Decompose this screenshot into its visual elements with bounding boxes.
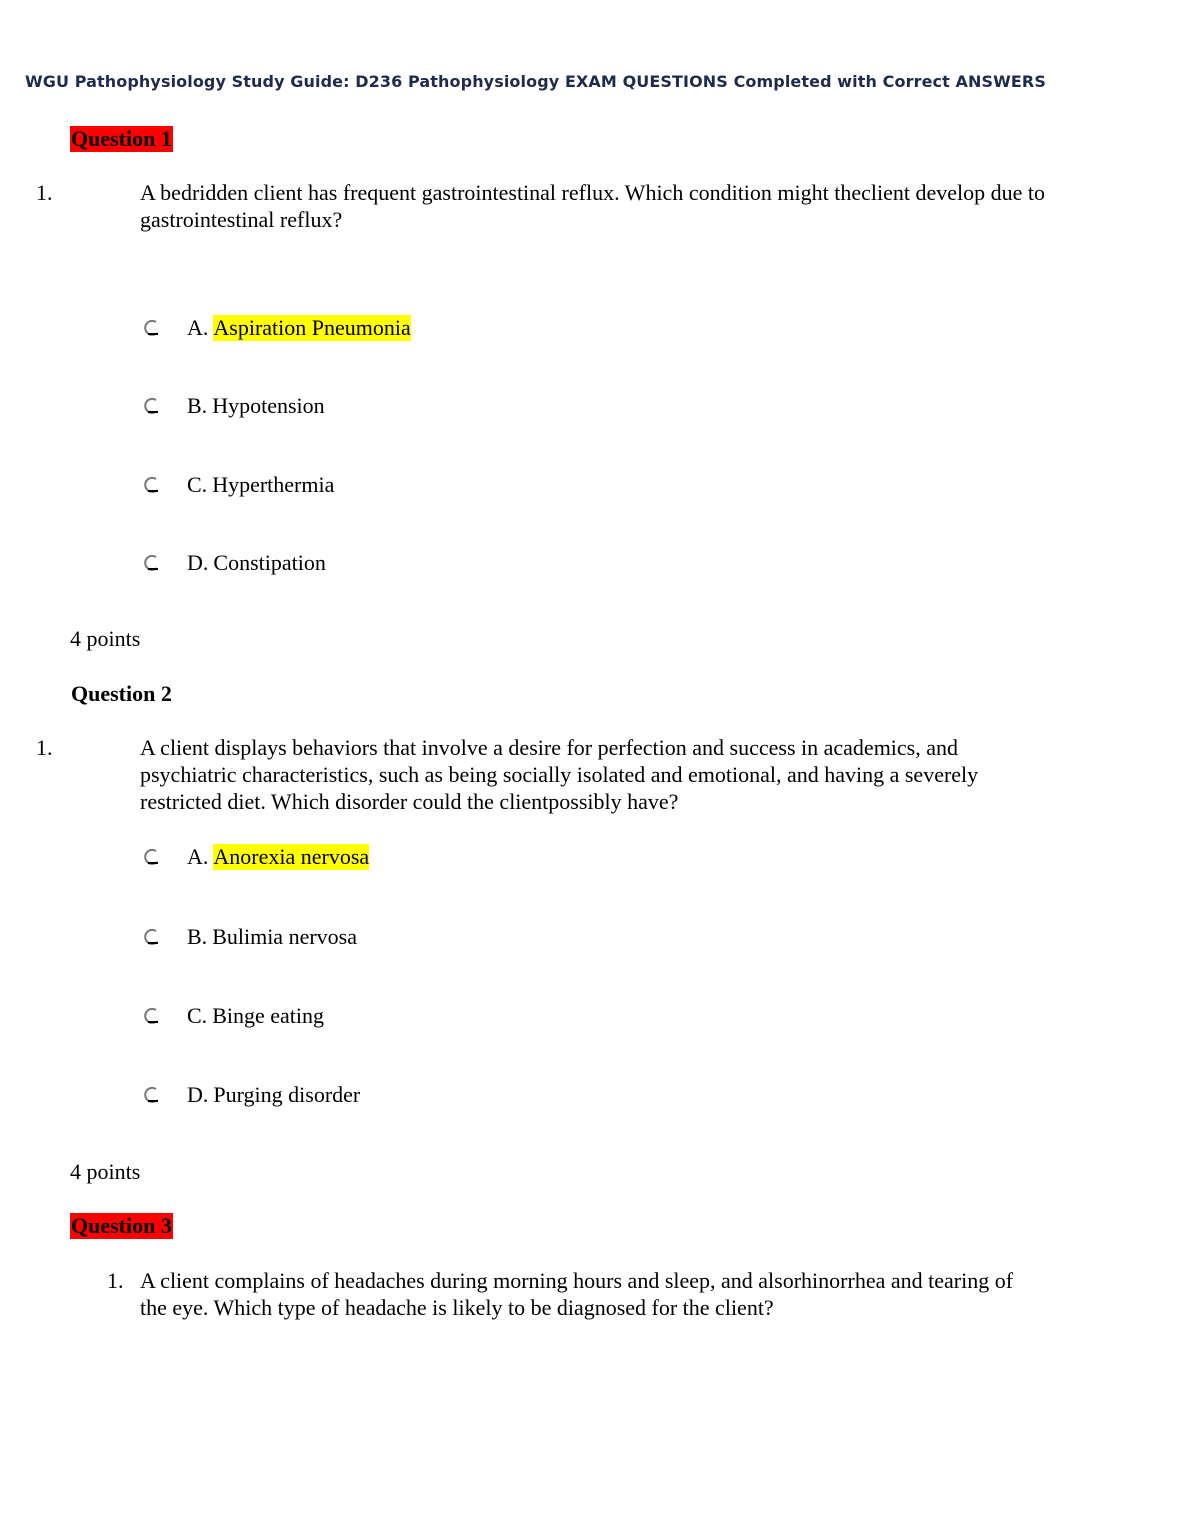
question-2-option-c[interactable] <box>143 1003 324 1029</box>
question-3-text: A client complains of headaches during morning hours and sleep, and alsorhinorrhea and tearing of the eye. Which type of headache is likely to be diagnosed for the client? <box>140 1268 1014 1320</box>
radio-button-icon[interactable] <box>143 476 161 494</box>
question-2-points: 4 points <box>70 1159 141 1184</box>
radio-button-icon[interactable] <box>143 554 161 572</box>
option-text: Constipation <box>213 550 326 575</box>
question-1-text: A bedridden client has frequent gastrointestinal reflux. Which condition might theclient develop due to gastrointestinal reflux? <box>140 180 1046 232</box>
radio-button-icon[interactable] <box>143 1086 161 1104</box>
option-letter: A. <box>187 844 209 869</box>
question-1-points: 4 points <box>70 626 141 651</box>
option-letter: C. <box>187 472 208 497</box>
question-1-title: Question 1 <box>71 126 172 151</box>
option-text: Purging disorder <box>213 1082 361 1107</box>
question-1-option-c[interactable] <box>143 472 334 498</box>
radio-button-icon[interactable] <box>143 848 161 866</box>
radio-button-icon[interactable] <box>143 1007 161 1025</box>
document-header: WGU Pathophysiology Study Guide: D236 Pathophysiology EXAM QUESTIONS Completed with Correct ANSWERS <box>25 72 1046 91</box>
question-1-option-a[interactable] <box>143 315 411 341</box>
option-letter: A. <box>187 315 209 340</box>
option-letter: C. <box>187 1003 208 1028</box>
question-3-title: Question 3 <box>71 1213 172 1238</box>
question-2-option-b[interactable] <box>143 924 357 950</box>
option-letter: D. <box>187 1082 209 1107</box>
question-2-number: 1. <box>36 735 53 760</box>
option-text: Hyperthermia <box>212 472 335 497</box>
question-1-number: 1. <box>36 180 53 205</box>
question-2-text: A client displays behaviors that involve a desire for perfection and success in academics, and psychiatric characteristics, such as being socially isolated and emotional, and having a severely restricted diet. Which disorder could the clientpossibly have? <box>140 735 979 814</box>
radio-button-icon[interactable] <box>143 397 161 415</box>
question-2-option-d[interactable] <box>143 1082 360 1108</box>
option-text: Binge eating <box>212 1003 324 1028</box>
radio-button-icon[interactable] <box>143 319 161 337</box>
option-letter: B. <box>187 393 208 418</box>
question-2-option-a[interactable] <box>143 844 369 870</box>
question-2-title: Question 2 <box>71 681 172 706</box>
question-3-number: 1. <box>107 1268 124 1293</box>
option-text-correct: Aspiration Pneumonia <box>213 315 411 340</box>
question-1-option-d[interactable] <box>143 550 326 576</box>
option-text: Hypotension <box>212 393 325 418</box>
option-text: Bulimia nervosa <box>212 924 357 949</box>
option-letter: D. <box>187 550 209 575</box>
option-text-correct: Anorexia nervosa <box>213 844 370 869</box>
option-letter: B. <box>187 924 208 949</box>
radio-button-icon[interactable] <box>143 928 161 946</box>
question-1-option-b[interactable] <box>143 393 325 419</box>
